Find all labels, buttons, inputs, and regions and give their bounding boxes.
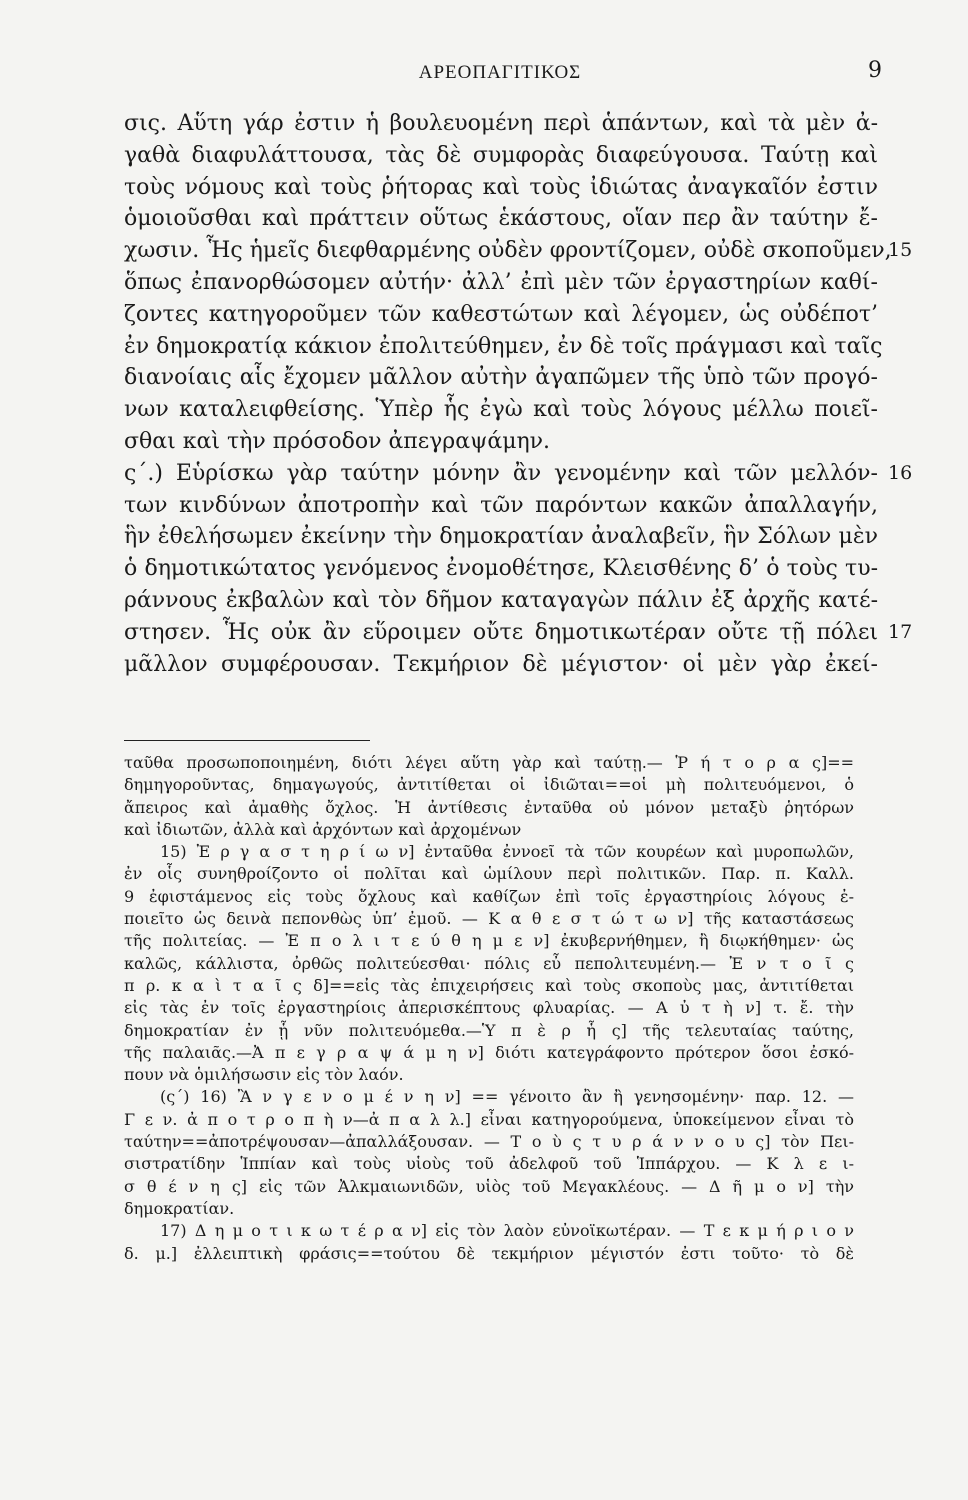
text-line (124, 140, 878, 172)
text-line-content: ὁμοιοῦσθαι καὶ πράττειν οὕτως ἑκάστους, οἵαν περ ἂν ταύτην ἔ- (124, 206, 878, 232)
text-line-content: χωσιν. Ἧς ἡμεῖς διεφθαρμένης οὐδὲν φροντίζομεν, οὐδὲ σκοποῦμεν, (124, 238, 892, 264)
note-line: ἐν οἷς συνηθροίζοντο οἱ πολῖται καὶ ὡμίλουν περὶ πολιτικῶν. Παρ. π. Καλλ. (124, 864, 854, 884)
note-line: Γ ε ν. ἀ π ο τ ρ ο π ὴ ν—ἀ π α λ λ.] εἶναι κατηγορούμενα, ὑποκείμενον εἶναι τὸ (124, 1109, 854, 1129)
text-line-content: ἣν ἐθελήσωμεν ἐκείνην τὴν δημοκρατίαν ἀναλαβεῖν, ἣν Σόλων μὲν (124, 524, 878, 550)
text-line (124, 299, 878, 331)
text-line-content: σις. Αὕτη γάρ ἐστιν ἡ βουλευομένη περὶ ἁπάντων, καὶ τὰ μὲν ἀ- (124, 111, 878, 136)
note-line: ἄπειρος καὶ ἀμαθὴς ὄχλος. Ἡ ἀντίθεσις ἐνταῦθα οὐ μόνον μεταξὺ ῥητόρων (124, 797, 854, 817)
text-line (124, 235, 913, 267)
note-line: τῆς παλαιᾶς.—Ἀ π ε γ ρ α ψ ά μ η ν] διότι κατεγράφοντο πρότερον ὅσοι ἐσκό- (124, 1042, 854, 1062)
text-line (124, 108, 878, 140)
note-line: δημοκρατίαν. (124, 1198, 235, 1218)
note-line: σ θ έ ν η ς] εἰς τῶν Ἀλκμαιωνιδῶν, υἱὸς τοῦ Μεγακλέους. — Δ ῆ μ ο ν] τὴν (124, 1176, 854, 1196)
note-line: τῆς πολιτείας. — Ἐ π ο λ ι τ ε ύ θ η μ ε ν] ἐκυβερνήθημεν, ἢ διῳκήθημεν· ὡς (124, 931, 854, 951)
note-line: καὶ ἰδιωτῶν, ἀλλὰ καὶ ἀρχόντων καὶ ἀρχομένων (124, 819, 522, 839)
text-line (124, 617, 913, 649)
note-line: δημηγοροῦντας, δημαγωγούς, ἀντιτίθεται οἱ ἰδιῶται==οἱ μὴ πολιτευόμενοι, ὁ (124, 775, 854, 795)
text-line (124, 426, 878, 458)
text-line-content: ζοντες κατηγοροῦμεν τῶν καθεστώτων καὶ λέγομεν, ὡς οὐδέποτ’ (124, 301, 878, 327)
main-text (124, 108, 913, 680)
text-line-content: ς΄.) Εὑρίσκω γὰρ ταύτην μόνην ἂν γενομένην καὶ τῶν μελλόν- (124, 460, 878, 486)
note-line: (ς΄) 16) Ἂ ν γ ε ν ο μ έ ν η ν] == γένοιτο ἂν ἢ γενησομένην· παρ. 12. — (160, 1087, 854, 1107)
note-line: 15) Ἐ ρ γ α σ τ η ρ ί ω ν] ἐνταῦθα ἐννοεῖ τὰ τῶν κουρέων καὶ μυροπωλῶν, (160, 842, 854, 862)
footnote-rule (124, 740, 370, 741)
note-line: ταύτην==ἀποτρέψουσαν—ἀπαλλάξουσαν. — Τ ο ὺ ς τ υ ρ ά ν ν ο υ ς] τὸν Πει- (124, 1132, 854, 1152)
line-number: 15 (888, 239, 913, 262)
note-line: καλῶς, κάλλιστα, ὀρθῶς πολιτεύεσθαι· πόλις εὖ πεπολιτευμένη.— Ἐ ν τ ο ῖ ς (124, 953, 854, 973)
commentary-notes (124, 752, 854, 1265)
text-line (124, 203, 878, 235)
text-line-content: μᾶλλον συμφέρουσαν. Τεκμήριον δὲ μέγιστον· οἱ μὲν γὰρ ἐκεί- (124, 651, 878, 677)
note-line: σιστρατίδην Ἱππίαν καὶ τοὺς υἱοὺς τοῦ ἀδελφοῦ τοῦ Ἱππάρχου. — Κ λ ε ι- (124, 1154, 854, 1174)
page-number: 9 (868, 58, 882, 83)
text-line-content: των κινδύνων ἀποτροπὴν καὶ τῶν παρόντων κακῶν ἀπαλλαγήν, (124, 492, 878, 518)
text-line (124, 172, 878, 204)
text-line-content: ράννους ἐκβαλὼν καὶ τὸν δῆμον καταγαγὼν πάλιν ἐξ ἀρχῆς κατέ- (124, 587, 878, 613)
text-line (124, 649, 878, 681)
text-line-content: νων καταλειφθείσης. Ὑπὲρ ἧς ἐγὼ καὶ τοὺς λόγους μέλλω ποιεῖ- (124, 397, 878, 423)
text-line-content: ἐν δημοκρατίᾳ κάκιον ἐπολιτεύθημεν, ἐν δὲ τοῖς πράγμασι καὶ ταῖς (124, 333, 883, 359)
page-header (120, 58, 882, 92)
note-line: πουν νὰ ὁμιλήσωσιν εἰς τὸν λαόν. (124, 1065, 404, 1085)
note-line: δ. μ.] ἐλλειπτικὴ φράσις==τούτου δὲ τεκμήριον μέγιστόν ἐστι τοῦτο· τὸ δὲ (124, 1243, 854, 1263)
text-line (124, 490, 878, 522)
text-line-content: ὅπως ἐπανορθώσομεν αὐτήν· ἀλλ’ ἐπὶ μὲν τῶν ἐργαστηρίων καθί- (124, 269, 878, 295)
running-title: ΑΡΕΟΠΑΓΙΤΙΚΟΣ (418, 62, 582, 83)
text-line (124, 394, 878, 426)
note-line: π ρ. κ α ὶ τ α ῖ ς δ]==εἰς τὰς ἐπιχειρήσεις καὶ τοὺς σκοποὺς μας, ἀντιτίθεται (124, 975, 854, 995)
note-line: 9 ἐφιστάμενος εἰς τοὺς ὄχλους καὶ καθίζων ἐπὶ τοῖς ἐργαστηρίοις λόγους ἐ- (124, 886, 854, 906)
note-line: ταῦθα προσωποποιημένη, διότι λέγει αὕτη γὰρ καὶ ταύτῃ.— Ῥ ή τ ο ρ α ς]== (124, 753, 854, 772)
text-line (124, 267, 878, 299)
note-line: 17) Δ η μ ο τ ι κ ω τ έ ρ α ν] εἰς τὸν λαὸν εὐνοϊκωτέραν. — Τ ε κ μ ή ρ ι ο ν (160, 1221, 854, 1241)
line-number: 17 (888, 620, 913, 643)
text-line (124, 553, 878, 585)
text-line (124, 458, 913, 490)
text-line-content: στησεν. Ἧς οὐκ ἂν εὕροιμεν οὔτε δημοτικωτέραν οὔτε τῇ πόλει (124, 619, 878, 645)
text-line-content: σθαι καὶ τὴν πρόσοδον ἀπεγραψάμην. (124, 428, 551, 454)
note-line: δημοκρατίαν ἐν ᾗ νῦν πολιτευόμεθα.—Ὑ π ὲ ρ ἧ ς] τῆς τελευταίας ταύτης, (124, 1020, 854, 1040)
text-line-content: τοὺς νόμους καὶ τοὺς ῥήτορας καὶ τοὺς ἰδιώτας ἀναγκαῖόν ἐστιν (124, 174, 878, 200)
note-line: ποιεῖτο ὡς δεινὰ πεπονθὼς ὑπ’ ἐμοῦ. — Κ α θ ε σ τ ώ τ ω ν] τῆς καταστάσεως (124, 909, 854, 929)
text-line (124, 585, 878, 617)
text-line (124, 362, 878, 394)
text-line-content: γαθὰ διαφυλάττουσα, τὰς δὲ συμφορὰς διαφεύγουσα. Ταύτῃ καὶ (124, 142, 878, 168)
line-number: 16 (888, 461, 913, 484)
note-line: εἰς τὰς ἐν τοῖς ἐργαστηρίοις ἀπερισκέπτους φλυαρίας. — Α ὐ τ ὴ ν] τ. ἔ. τὴν (124, 998, 854, 1018)
text-line (124, 521, 878, 553)
text-line-content: ὁ δημοτικώτατος γενόμενος ἐνομοθέτησε, Κλεισθένης δ’ ὁ τοὺς τυ- (124, 556, 878, 582)
text-line-content: διανοίαις αἷς ἔχομεν μᾶλλον αὐτὴν ἀγαπῶμεν τῆς ὑπὸ τῶν προγό- (124, 365, 878, 391)
text-line (124, 331, 883, 363)
